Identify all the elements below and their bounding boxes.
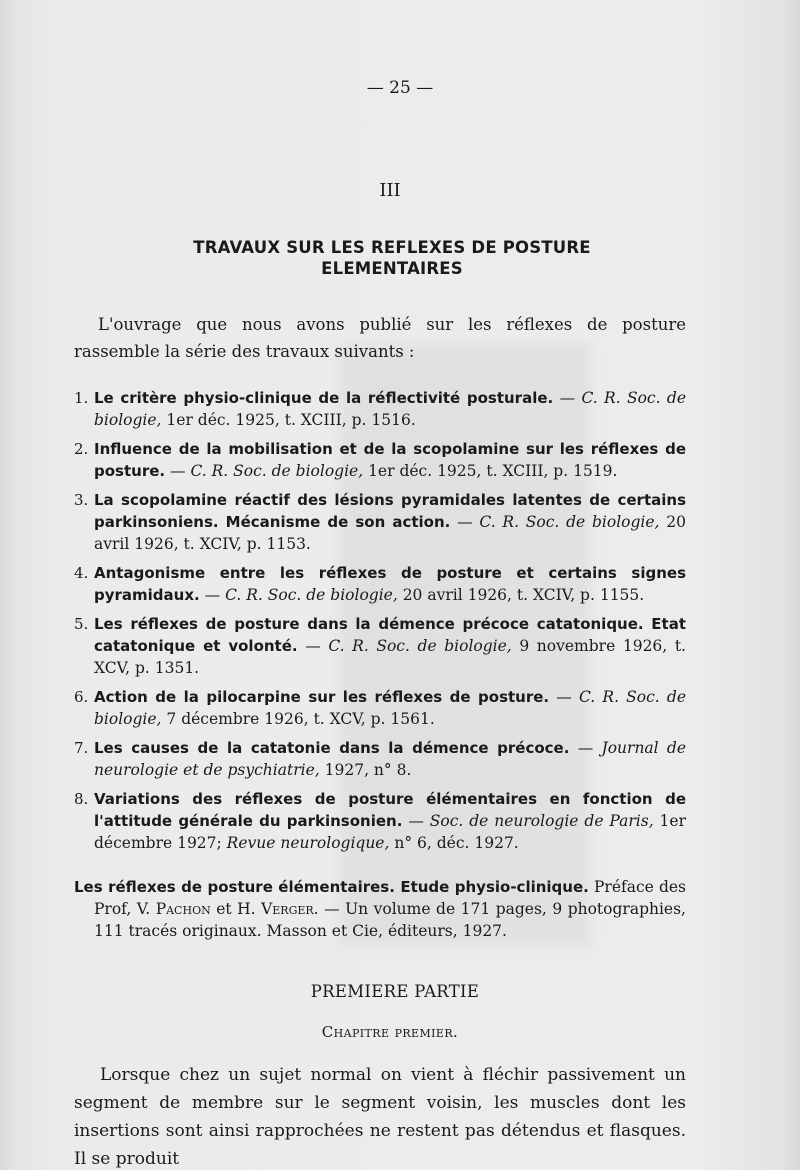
work-separator: — xyxy=(297,637,329,655)
section-number: III xyxy=(379,180,401,201)
part-title: PREMIERE PARTIE xyxy=(310,982,480,1001)
work-title: Antagonisme entre les réflexes de posture et certains signes pyramidaux. xyxy=(94,564,686,604)
work-item xyxy=(74,613,686,679)
work-number: 3. xyxy=(74,491,89,509)
section-title xyxy=(98,237,686,279)
work-journal: C. R. Soc. de biologie, xyxy=(479,513,660,531)
work-journal: C. R. Soc. de biologie, xyxy=(94,688,687,728)
work-title: Les réflexes de posture dans la démence précoce catatonique. Etat catatonique et volonté. xyxy=(94,615,686,655)
page-content xyxy=(74,78,686,1170)
book-details: . — Un volume de 171 pages, 9 photographies, 111 tracés originaux. Masson et Cie, éditeurs, 1927. xyxy=(94,900,686,940)
work-citation-2: n° 6, déc. 1927. xyxy=(389,834,519,852)
work-journal: C. R. Soc. de biologie, xyxy=(328,637,512,655)
work-separator: — xyxy=(199,586,226,604)
book-author-1: Pachon xyxy=(155,900,211,918)
work-number: 5. xyxy=(74,615,89,633)
body-paragraph: Lorsque chez un sujet normal on vient à fléchir passivement un segment de membre sur le segment voisin, les muscles dont les insertions sont ainsi rapprochées ne restent pas détendus et flasques. Il se produit xyxy=(74,1065,686,1169)
section-title-line-1: TRAVAUX SUR LES REFLEXES DE POSTURE xyxy=(193,238,591,257)
work-number: 2. xyxy=(74,440,89,458)
work-journal: C. R. Soc. de biologie, xyxy=(94,389,686,429)
book-and: et H. xyxy=(210,900,262,918)
work-item xyxy=(74,737,686,781)
work-journal: Soc. de neurologie de Paris, xyxy=(429,812,654,830)
work-citation: 7 décembre 1926, t. XCV, p. 1561. xyxy=(161,710,435,728)
book-title: Les réflexes de posture élémentaires. Etude physio-clinique. xyxy=(74,878,589,896)
work-title: Action de la pilocarpine sur les réflexes de posture. xyxy=(94,688,550,706)
work-number: 1. xyxy=(74,389,89,407)
work-title: Variations des réflexes de posture élémentaires en fonction de l'attitude générale du parkinsonien. xyxy=(94,790,686,830)
work-citation: 9 novembre 1926, t. XCV, p. 1351. xyxy=(94,637,686,677)
work-title: La scopolamine réactif des lésions pyramidales latentes de certains parkinsoniens. Mécanisme de son action. xyxy=(94,491,686,531)
work-title: Influence de la mobilisation et de la scopolamine sur les réflexes de posture. xyxy=(94,440,686,480)
work-separator: — xyxy=(402,812,430,830)
work-item xyxy=(74,489,686,555)
work-citation: 20 avril 1926, t. XCIV, p. 1153. xyxy=(94,513,686,553)
book-author-2: Verger xyxy=(261,900,314,918)
book-preface-prefix: Préface des Prof, V. xyxy=(94,878,686,918)
work-citation: 1er déc. 1925, t. XCIII, p. 1519. xyxy=(363,462,618,480)
work-item xyxy=(74,686,686,730)
works-list xyxy=(74,387,686,854)
work-title: Les causes de la catatonie dans la démence précoce. xyxy=(94,739,570,757)
work-journal: Journal de neurologie et de psychiatrie, xyxy=(94,739,686,779)
work-citation: 1927, n° 8. xyxy=(319,761,412,779)
work-journal-2: Revue neurologique, xyxy=(221,834,390,852)
work-separator: — xyxy=(569,739,602,757)
work-separator: — xyxy=(450,513,480,531)
page-number: — 25 — xyxy=(366,78,434,98)
work-citation: 20 avril 1926, t. XCIV, p. 1155. xyxy=(397,586,645,604)
work-number: 4. xyxy=(74,564,89,582)
work-item xyxy=(74,438,686,482)
work-separator: — xyxy=(553,389,582,407)
work-separator: — xyxy=(549,688,579,706)
section-title-line-2: ELEMENTAIRES xyxy=(321,259,463,278)
book-reference xyxy=(74,876,686,942)
work-number: 6. xyxy=(74,688,89,706)
work-citation: 1er déc. 1925, t. XCIII, p. 1516. xyxy=(161,411,416,429)
work-title: Le critère physio-clinique de la réflectivité posturale. xyxy=(94,389,554,407)
chapter-title: Chapitre premier. xyxy=(321,1023,459,1041)
work-number: 7. xyxy=(74,739,89,757)
work-citation: 1er décembre 1927; xyxy=(94,812,687,852)
work-item xyxy=(74,562,686,606)
work-separator: — xyxy=(165,462,191,480)
work-item xyxy=(74,387,686,431)
intro-paragraph: L'ouvrage que nous avons publié sur les réflexes de posture rassemble la série des travaux suivants : xyxy=(74,315,686,361)
work-item xyxy=(74,788,686,854)
work-journal: C. R. Soc. de biologie, xyxy=(225,586,398,604)
work-number: 8. xyxy=(74,790,89,808)
work-journal: C. R. Soc. de biologie, xyxy=(190,462,364,480)
